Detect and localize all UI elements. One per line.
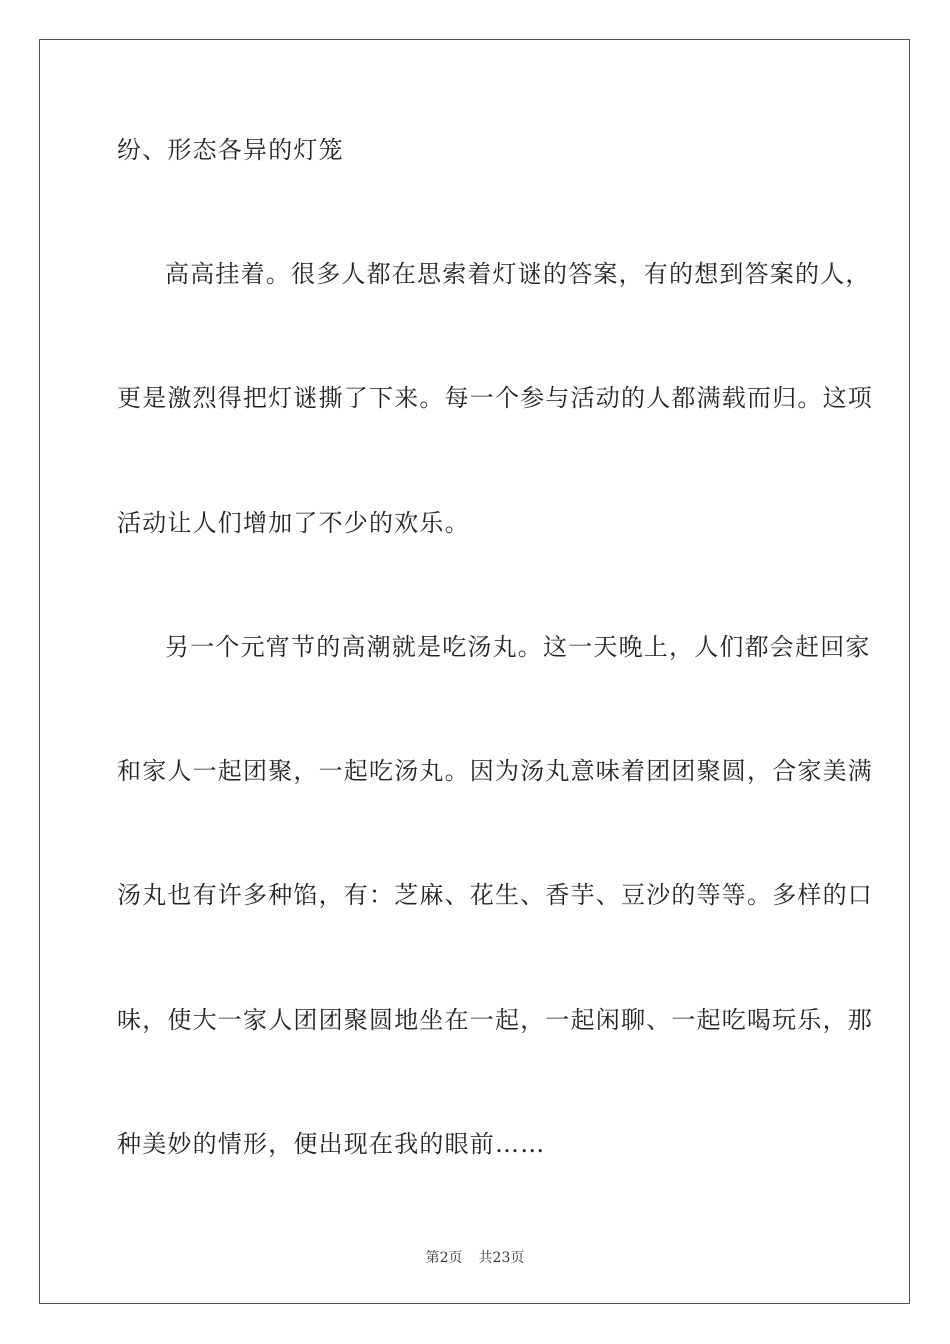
text-line-2: 高高挂着。很多人都在思索着灯谜的答案，有的想到答案的人， <box>165 260 871 288</box>
text-line-4: 活动让人们增加了不少的欢乐。 <box>117 509 470 537</box>
text-line-1: 纷、形态各异的灯笼 <box>117 136 344 164</box>
page-number: 第2页 <box>425 1250 463 1266</box>
text-line-8: 味，使大一家人团团聚圆地坐在一起，一起闲聊、一起吃喝玩乐，那 <box>117 1006 873 1034</box>
text-line-5: 另一个元宵节的高潮就是吃汤丸。这一天晚上，人们都会赶回家 <box>165 633 871 661</box>
page-footer <box>0 1247 950 1267</box>
text-line-9: 种美妙的情形，便出现在我的眼前…… <box>117 1130 546 1158</box>
text-line-3: 更是激烈得把灯谜撕了下来。每一个参与活动的人都满载而归。这项 <box>117 384 873 412</box>
page-total: 共23页 <box>478 1250 525 1266</box>
text-line-7: 汤丸也有许多种馅，有：芝麻、花生、香芋、豆沙的等等。多样的口 <box>117 881 873 909</box>
page-border <box>39 39 910 1304</box>
text-line-6: 和家人一起团聚，一起吃汤丸。因为汤丸意味着团团聚圆，合家美满 <box>117 757 873 785</box>
